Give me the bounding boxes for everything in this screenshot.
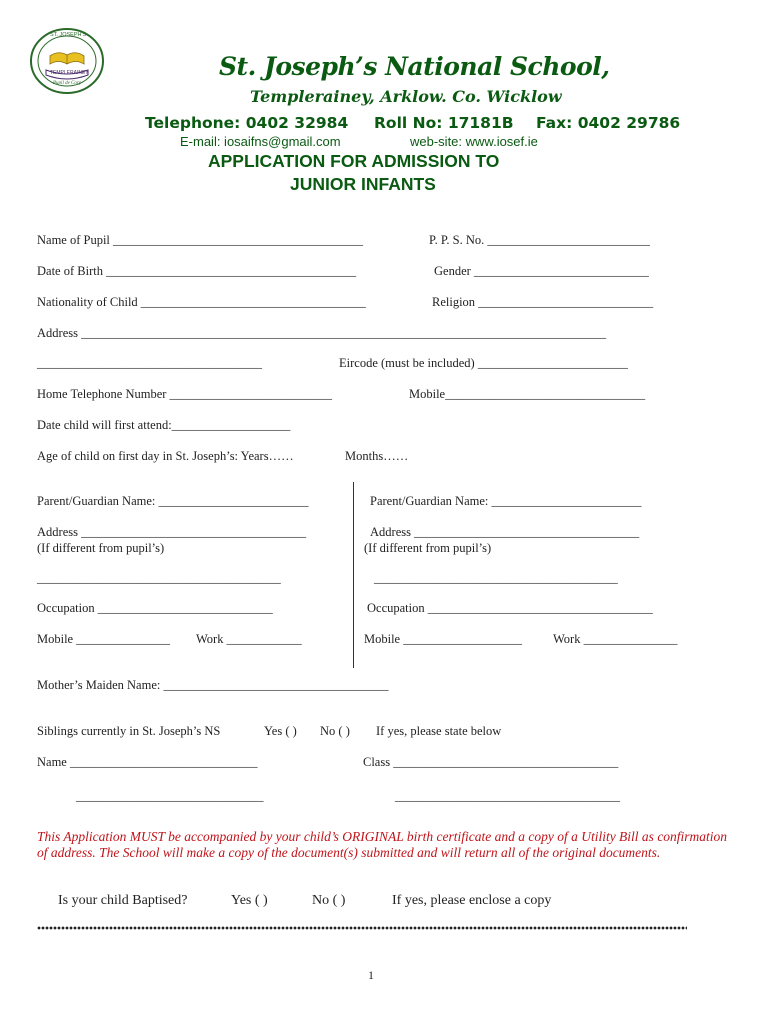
mobile-field[interactable]: Mobile________________________________ bbox=[409, 387, 646, 401]
home-telephone-field[interactable]: Home Telephone Number __________________________ bbox=[37, 387, 333, 401]
email-address: E-mail: iosaifns@gmail.com bbox=[180, 134, 341, 149]
sibling-class-line2-field[interactable]: ____________________________________ bbox=[395, 789, 620, 803]
guardian2-work-field[interactable]: Work _______________ bbox=[553, 632, 678, 646]
months-field[interactable]: Months…… bbox=[345, 449, 409, 463]
guardian-column-divider bbox=[353, 482, 354, 668]
siblings-question: Siblings currently in St. Joseph’s NS bbox=[37, 724, 221, 738]
siblings-no-checkbox[interactable]: No ( ) bbox=[320, 724, 350, 738]
baptised-yes-checkbox[interactable]: Yes ( ) bbox=[231, 893, 268, 908]
roll-number: Roll No: 17181B bbox=[374, 114, 514, 132]
crest-top-text: ST. JOSEPH'S bbox=[50, 32, 87, 38]
school-crest-logo bbox=[28, 26, 106, 96]
address-line2-field[interactable]: ____________________________________ bbox=[37, 356, 262, 370]
guardian1-work-field[interactable]: Work ____________ bbox=[196, 632, 302, 646]
guardian2-address-field[interactable]: Address ____________________________________ bbox=[370, 525, 640, 539]
guardian1-address-field[interactable]: Address ____________________________________ bbox=[37, 525, 307, 539]
name-of-pupil-field[interactable]: Name of Pupil ________________________________________ bbox=[37, 233, 364, 247]
telephone-number: Telephone: 0402 32984 bbox=[145, 114, 349, 132]
guardian2-mobile-field[interactable]: Mobile ___________________ bbox=[364, 632, 522, 646]
guardian2-occupation-field[interactable]: Occupation ____________________________________ bbox=[367, 601, 653, 615]
nationality-field[interactable]: Nationality of Child ____________________________________ bbox=[37, 295, 366, 309]
siblings-note: If yes, please state below bbox=[376, 724, 502, 738]
guardian2-name-field[interactable]: Parent/Guardian Name: ________________________ bbox=[370, 494, 642, 508]
guardian1-name-field[interactable]: Parent/Guardian Name: ________________________ bbox=[37, 494, 309, 508]
original-documents-notice: This Application MUST be accompanied by your child’s ORIGINAL birth certificate and a copy of a Utility Bill as confirmation of address. The School will make a copy of the document(s) submitted and will return all of the original documents. bbox=[37, 829, 728, 860]
date-first-attend-field[interactable]: Date child will first attend:___________________ bbox=[37, 418, 291, 432]
crest-band-text: TEMPLERAINEY bbox=[50, 70, 89, 76]
guardian1-address-note: (If different from pupil’s) bbox=[37, 541, 165, 555]
religion-field[interactable]: Religion ____________________________ bbox=[432, 295, 654, 309]
gender-field[interactable]: Gender ____________________________ bbox=[434, 264, 649, 278]
pps-number-field[interactable]: P. P. S. No. __________________________ bbox=[429, 233, 650, 247]
page-number: 1 bbox=[368, 968, 374, 982]
school-name: St. Joseph’s National School, bbox=[219, 52, 610, 81]
baptised-question: Is your child Baptised? bbox=[58, 893, 188, 908]
sibling-name-field[interactable]: Name ______________________________ bbox=[37, 755, 258, 769]
guardian1-mobile-field[interactable]: Mobile _______________ bbox=[37, 632, 170, 646]
guardian2-address-note: (If different from pupil’s) bbox=[364, 541, 492, 555]
guardian1-address-line2-field[interactable]: _______________________________________ bbox=[37, 571, 281, 585]
baptised-note: If yes, please enclose a copy bbox=[392, 893, 552, 908]
date-of-birth-field[interactable]: Date of Birth ________________________________________ bbox=[37, 264, 357, 278]
guardian1-occupation-field[interactable]: Occupation ____________________________ bbox=[37, 601, 273, 615]
dotted-separator bbox=[37, 925, 687, 931]
fax-number: Fax: 0402 29786 bbox=[536, 114, 681, 132]
sibling-class-field[interactable]: Class ____________________________________ bbox=[363, 755, 619, 769]
address-field[interactable]: Address ____________________________________________________________________________________ bbox=[37, 326, 607, 340]
sibling-name-line2-field[interactable]: ______________________________ bbox=[76, 789, 264, 803]
crest-motto: Pupil de Corp bbox=[53, 81, 82, 86]
age-first-day-field[interactable]: Age of child on first day in St. Joseph’s: Years…… bbox=[37, 449, 294, 463]
siblings-yes-checkbox[interactable]: Yes ( ) bbox=[264, 724, 297, 738]
baptised-no-checkbox[interactable]: No ( ) bbox=[312, 893, 346, 908]
eircode-field[interactable]: Eircode (must be included) ________________________ bbox=[339, 356, 628, 370]
form-title-line1: APPLICATION FOR ADMISSION TO bbox=[208, 151, 500, 171]
school-locality: Templerainey, Arklow. Co. Wicklow bbox=[250, 87, 562, 106]
mothers-maiden-name-field[interactable]: Mother’s Maiden Name: ____________________________________ bbox=[37, 678, 389, 692]
website-address: web-site: www.iosef.ie bbox=[410, 134, 538, 149]
form-title-line2: JUNIOR INFANTS bbox=[290, 174, 436, 194]
guardian2-address-line2-field[interactable]: _______________________________________ bbox=[374, 571, 618, 585]
